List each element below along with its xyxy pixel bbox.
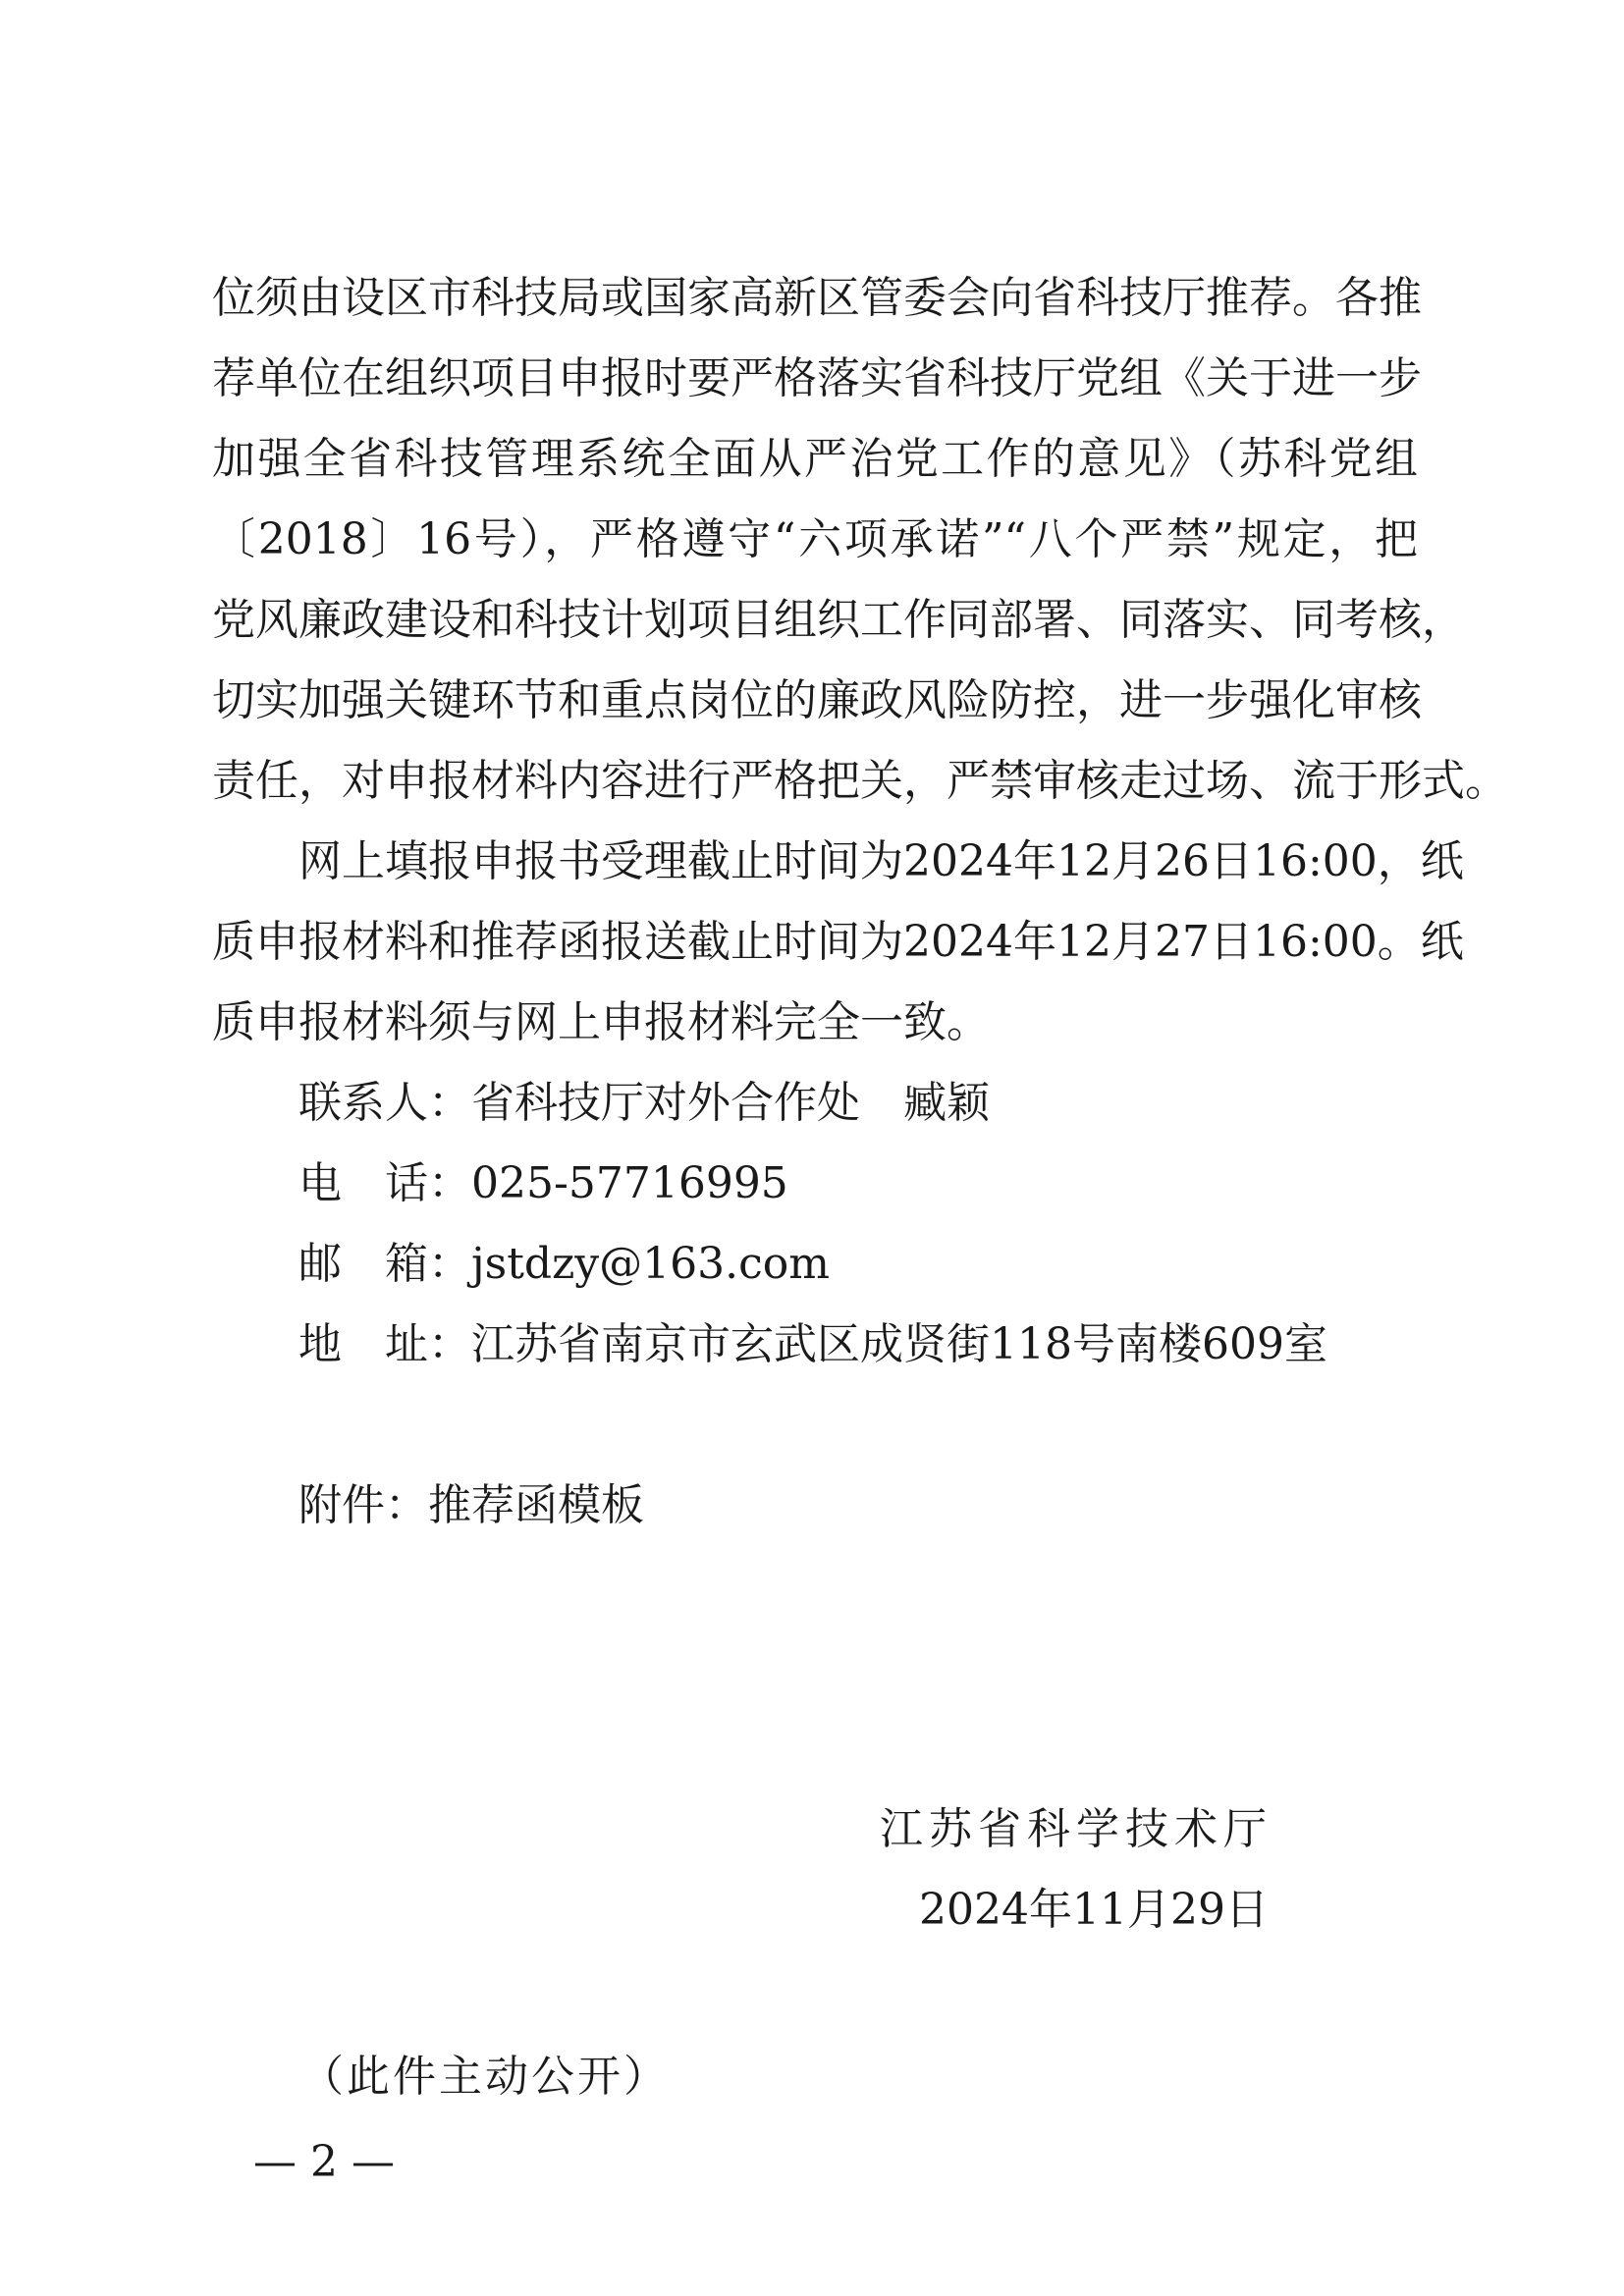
- page-number: — 2 —: [253, 2137, 395, 2187]
- contact-phone-label: 电 话：: [298, 1158, 471, 1208]
- signature-date: 2024年11月29日: [919, 1885, 1269, 1935]
- body-line: 位须由设区市科技局或国家高新区管委会向省科技厅推荐。各推: [212, 273, 1422, 323]
- body-line: 责任，对申报材料内容进行严格把关，严禁审核走过场、流于形式。: [212, 756, 1508, 806]
- body-line: 切实加强关键环节和重点岗位的廉政风险防控，进一步强化审核: [212, 675, 1422, 725]
- contact-address-value: 江苏省南京市玄武区成贤街118号南楼609室: [471, 1319, 1327, 1369]
- contact-person-label: 联系人：: [298, 1078, 471, 1128]
- contact-phone-value: 025-57716995: [471, 1158, 788, 1208]
- disclosure-note: （此件主动公开）: [300, 2052, 670, 2102]
- body-line: 〔2018〕16号），严格遵守“六项承诺”“八个严禁”规定，把: [212, 514, 1418, 564]
- body-line: 加强全省科技管理系统全面从严治党工作的意见》（苏科党组: [212, 434, 1418, 484]
- body-line: 质申报材料和推荐函报送截止时间为2024年12月27日16:00。纸: [212, 917, 1464, 967]
- contact-email: [298, 1239, 830, 1289]
- attachment-note: 附件：推荐函模板: [298, 1480, 644, 1530]
- body-line: 网上填报申报书受理截止时间为2024年12月26日16:00，纸: [298, 836, 1464, 886]
- contact-email-label: 邮 箱：: [298, 1239, 471, 1289]
- contact-address: [298, 1319, 1327, 1369]
- body-line: 党风廉政建设和科技计划项目组织工作同部署、同落实、同考核，: [212, 595, 1465, 645]
- body-line: 荐单位在组织项目申报时要严格落实省科技厅党组《关于进一步: [212, 353, 1422, 403]
- body-line: 质申报材料须与网上申报材料完全一致。: [212, 997, 990, 1047]
- contact-email-value: jstdzy@163.com: [471, 1239, 830, 1289]
- contact-phone: [298, 1158, 788, 1208]
- signature-org: 江苏省科学技术厅: [880, 1804, 1272, 1854]
- contact-person: [298, 1078, 990, 1128]
- contact-person-value: 省科技厅对外合作处 臧颖: [471, 1078, 990, 1128]
- contact-address-label: 地 址：: [298, 1319, 471, 1369]
